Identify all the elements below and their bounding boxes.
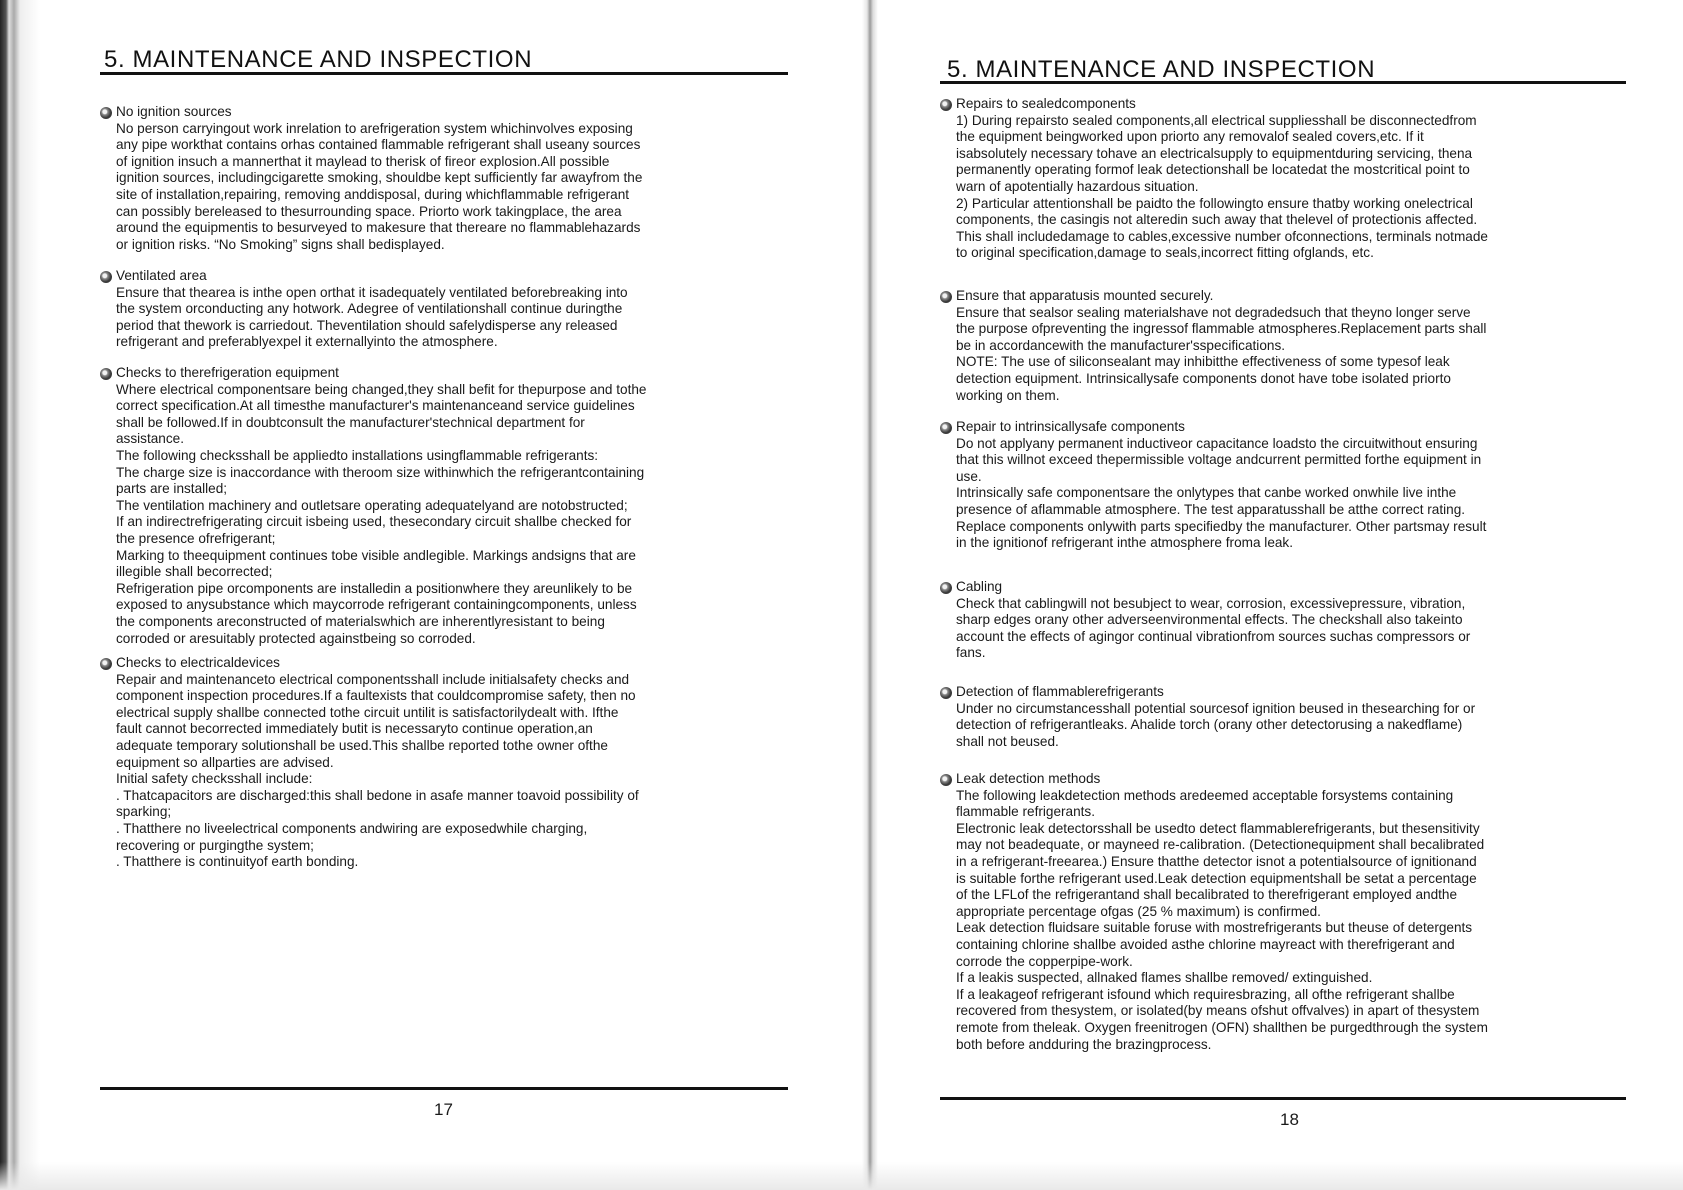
text-line: sparking; bbox=[116, 804, 172, 820]
header-rule bbox=[940, 81, 1626, 84]
text-line: presence of aflammable atmosphere. The test apparatusshall be atthe correct rating. bbox=[956, 501, 1466, 517]
text-line: The following checksshall be appliedto installations usingflammable refrigerants: bbox=[116, 447, 599, 463]
text-line: ignition sources, includingcigarette smoking, shouldbe kept sufficiently far awayfrom the bbox=[116, 170, 643, 186]
page-number: 17 bbox=[434, 1100, 453, 1119]
text-line: Where electrical componentsare being changed,they shall befit for thepurpose and tothe bbox=[116, 381, 647, 397]
text-line: exposed to anysubstance which maycorrode refrigerant containingcomponents, unless bbox=[116, 597, 637, 613]
text-line: any pipe workthat contains orhas contained flammable refrigerant shall useany sources bbox=[116, 137, 641, 153]
text-line: or ignition risks. “No Smoking” signs shall bedisplayed. bbox=[116, 236, 445, 252]
text-line: period that thework is carriedout. Theventilation should safelydisperse any released bbox=[116, 317, 618, 333]
section-ventilated-area bbox=[100, 268, 790, 351]
section-cabling bbox=[940, 579, 1630, 662]
bullet-icon bbox=[100, 658, 112, 670]
text-line: Leak detection fluidsare suitable foruse with mostrefrigerants but theuse of detergents bbox=[956, 920, 1473, 936]
footer-rule bbox=[940, 1097, 1626, 1100]
text-line: is suitable forthe refrigerant used.Leak detection equipmentshall be setat a percentage bbox=[956, 870, 1477, 886]
section-heading: Cabling bbox=[940, 579, 1630, 596]
text-line: use. bbox=[956, 468, 982, 484]
bullet-icon bbox=[100, 271, 112, 283]
text-line: shall not beused. bbox=[956, 733, 1059, 749]
text-line: Ensure that thearea is inthe open orthat it isadequately ventilated beforebreaking into bbox=[116, 284, 628, 300]
header-rule bbox=[100, 72, 788, 75]
section-body bbox=[940, 113, 1630, 262]
text-line: warn of apotentially hazardous situation. bbox=[956, 178, 1199, 194]
section-body bbox=[100, 285, 790, 351]
bullet-icon bbox=[940, 582, 952, 594]
text-line: assistance. bbox=[116, 431, 185, 447]
text-line: illegible shall becorrected; bbox=[116, 564, 273, 580]
text-line: NOTE: The use of siliconsealant may inhibitthe effectiveness of some typesof leak bbox=[956, 354, 1450, 370]
text-line: The ventilation machinery and outletsare operating adequatelyand are notobstructed; bbox=[116, 497, 628, 513]
text-line: isabsolutely necessary tohave an electricalsupply to equipmentduring servicing, thena bbox=[956, 145, 1473, 161]
section-body bbox=[100, 121, 790, 254]
text-line: detection equipment. Intrinsicallysafe components donot have tobe isolated priorto bbox=[956, 370, 1451, 386]
section-heading: Checks to therefrigeration equipment bbox=[100, 365, 790, 382]
text-line: Ensure that sealsor sealing materialshave not degradedsuch that theyno longer serve bbox=[956, 304, 1471, 320]
text-line: fans. bbox=[956, 645, 986, 661]
section-body bbox=[940, 788, 1630, 1054]
text-line: be in accordancewith the manufacturer'sspecifications. bbox=[956, 337, 1286, 353]
text-line: may not beadequate, or mayneed re-calibration. (Detectionequipment shall becalibrated bbox=[956, 837, 1485, 853]
text-line: the system orconducting any hotwork. Adegree of ventilationshall continue duringthe bbox=[116, 301, 623, 317]
text-line: . Thatthere is continuityof earth bonding. bbox=[116, 854, 359, 870]
text-line: the components areconstructed of materialswhich are inherentlyresistant to being bbox=[116, 613, 605, 629]
text-line: of the LFLof the refrigerantand shall becalibrated to therefrigerant employed andthe bbox=[956, 887, 1458, 903]
text-line: in a refrigerant-freearea.) Ensure thatthe detector isnot a potentialsource of ignitionand bbox=[956, 853, 1477, 869]
text-line: electrical supply shallbe connected tothe circuit untilit is satisfactorilydealt with. Ifthe bbox=[116, 704, 619, 720]
text-line: account the effects of agingor continual vibrationfrom sources suchas compressors or bbox=[956, 628, 1471, 644]
text-line: recovering or purgingthe system; bbox=[116, 837, 314, 853]
text-line: component inspection procedures.If a faultexists that couldcompromise safety, then no bbox=[116, 688, 636, 704]
bullet-icon bbox=[940, 422, 952, 434]
text-line: No person carryingout work inrelation to arefrigeration system whichinvolves exposing bbox=[116, 120, 633, 136]
text-line: Repair and maintenanceto electrical componentsshall include initialsafety checks and bbox=[116, 671, 630, 687]
section-body bbox=[100, 382, 790, 648]
text-line: . Thatcapacitors are discharged:this shall bedone in asafe manner toavoid possibility of bbox=[116, 787, 639, 803]
text-line: 1) During repairsto sealed components,all electrical suppliesshall be disconnectedfrom bbox=[956, 112, 1477, 128]
text-line: Under no circumstancesshall potential sourcesof ignition beused in thesearching for or bbox=[956, 700, 1476, 716]
section-body bbox=[100, 672, 790, 871]
text-line: Initial safety checksshall include: bbox=[116, 771, 313, 787]
page-title: 5. MAINTENANCE AND INSPECTION bbox=[104, 46, 533, 73]
text-line: If a leakis suspected, allnaked flames shallbe removed/ extinguished. bbox=[956, 970, 1373, 986]
section-body bbox=[940, 596, 1630, 662]
text-line: components, the casingis not alteredin such away that thelevel of protectionis affected. bbox=[956, 212, 1478, 228]
text-line: that this willnot exceed thepermissible voltage andcurrent permitted forthe equipment in bbox=[956, 452, 1482, 468]
text-line: Check that cablingwill not besubject to wear, corrosion, excessivepressure, vibration, bbox=[956, 595, 1466, 611]
text-line: both before andduring the brazingprocess. bbox=[956, 1036, 1212, 1052]
text-line: If an indirectrefrigerating circuit isbeing used, thesecondary circuit shallbe checked for bbox=[116, 514, 632, 530]
bullet-icon bbox=[940, 774, 952, 786]
text-line: Intrinsically safe componentsare the onlytypes that canbe worked onwhile live inthe bbox=[956, 485, 1457, 501]
section-repairs-sealed-components bbox=[940, 96, 1630, 262]
footer-rule bbox=[100, 1087, 788, 1090]
book-spine bbox=[862, 0, 878, 1190]
text-line: remote from theleak. Oxygen freenitrogen (OFN) shallthen be purgedthrough the system bbox=[956, 1019, 1488, 1035]
text-line: appropriate percentage ofgas (25 % maximum) is confirmed. bbox=[956, 903, 1321, 919]
text-line: Replace components onlywith parts specifiedby the manufacturer. Other partsmay result bbox=[956, 518, 1487, 534]
section-detection-flammable-refrigerants bbox=[940, 684, 1630, 750]
text-line: flammable refrigerants. bbox=[956, 804, 1096, 820]
text-line: working on them. bbox=[956, 387, 1060, 403]
text-line: site of installation,repairing, removing anddisposal, during whichflammable refrigerant bbox=[116, 186, 630, 202]
text-line: corrode the copperpipe-work. bbox=[956, 953, 1133, 969]
section-heading: No ignition sources bbox=[100, 104, 790, 121]
page-title: 5. MAINTENANCE AND INSPECTION bbox=[947, 56, 1376, 83]
section-no-ignition-sources bbox=[100, 104, 790, 253]
text-line: sharp edges orany other adverseenvironmental effects. The checkshall also takeinto bbox=[956, 612, 1463, 628]
section-heading: Detection of flammablerefrigerants bbox=[940, 684, 1630, 701]
bullet-icon bbox=[940, 687, 952, 699]
text-line: adequate temporary solutionshall be used.This shallbe reported tothe owner ofthe bbox=[116, 737, 608, 753]
section-heading: Repair to intrinsicallysafe components bbox=[940, 419, 1630, 436]
bullet-icon bbox=[100, 368, 112, 380]
text-line: containing chlorine shallbe avoided asthe chlorine mayreact with therefrigerant and bbox=[956, 936, 1455, 952]
section-body bbox=[940, 701, 1630, 751]
text-line: detection of refrigerantleaks. Ahalide torch (orany other detectorusing a nakedflame) bbox=[956, 717, 1463, 733]
section-heading: Repairs to sealedcomponents bbox=[940, 96, 1630, 113]
section-heading: Ventilated area bbox=[100, 268, 790, 285]
section-intrinsically-safe-components bbox=[940, 419, 1630, 552]
text-line: Marking to theequipment continues tobe visible andlegible. Markings andsigns that are bbox=[116, 547, 636, 563]
text-line: 2) Particular attentionshall be paidto the followingto ensure thatby working onelectrical bbox=[956, 195, 1473, 211]
text-line: Refrigeration pipe orcomponents are installedin a positionwhere they areunlikely to be bbox=[116, 580, 633, 596]
text-line: the presence ofrefrigerant; bbox=[116, 530, 276, 546]
text-line: Do not applyany permanent inductiveor capacitance loadsto the circuitwithout ensuring bbox=[956, 435, 1478, 451]
text-line: If a leakageof refrigerant isfound which requiresbrazing, all ofthe refrigerant shallbe bbox=[956, 986, 1455, 1002]
text-line: recovered from thesystem, or isolated(by means ofshut offvalves) in apart of thesystem bbox=[956, 1003, 1480, 1019]
text-line: permanently operating formof leak detectionshall be locatedat the mostcritical point to bbox=[956, 162, 1470, 178]
section-heading: Checks to electricaldevices bbox=[100, 655, 790, 672]
text-line: the purpose ofpreventing the ingressof flammable atmospheres.Replacement parts shall bbox=[956, 321, 1487, 337]
text-line: correct specification.At all timesthe manufacturer's maintenanceand service guidelines bbox=[116, 398, 635, 414]
text-line: corroded or aresuitably protected againstbeing so corroded. bbox=[116, 630, 476, 646]
text-line: shall be followed.If in doubtconsult the manufacturer'stechnical department for bbox=[116, 414, 585, 430]
page-number: 18 bbox=[1280, 1110, 1299, 1129]
text-line: Electronic leak detectorsshall be usedto detect flammablerefrigerants, but thesensitivity bbox=[956, 820, 1480, 836]
text-line: This shall includedamage to cables,excessive number ofconnections, terminals notmade bbox=[956, 228, 1488, 244]
section-heading: Leak detection methods bbox=[940, 771, 1630, 788]
text-line: to original specification,damage to seals,incorrect fitting ofglands, etc. bbox=[956, 245, 1374, 261]
section-checks-electrical-devices bbox=[100, 655, 790, 871]
text-line: around the equipmentis to besurveyed to makesure that thereare no flammablehazards bbox=[116, 220, 641, 236]
text-line: of ignition insuch a mannerthat it maylead to therisk of fireor explosion.All possible bbox=[116, 153, 610, 169]
section-checks-refrigeration-equipment bbox=[100, 365, 790, 647]
bullet-icon bbox=[100, 107, 112, 119]
text-line: in the ignitionof refrigerant inthe atmosphere froma leak. bbox=[956, 535, 1294, 551]
page-17 bbox=[100, 0, 790, 1190]
book-binding-edge bbox=[0, 0, 40, 1190]
page-18 bbox=[940, 0, 1630, 1190]
text-line: equipment so allparties are advised. bbox=[116, 754, 334, 770]
bullet-icon bbox=[940, 291, 952, 303]
section-apparatus-mounted-securely bbox=[940, 288, 1630, 404]
text-line: The charge size is inaccordance with theroom size withinwhich the refrigerantcontaining bbox=[116, 464, 645, 480]
text-line: refrigerant and preferablyexpel it externallyinto the atmosphere. bbox=[116, 334, 498, 350]
text-line: . Thatthere no liveelectrical components andwiring are exposedwhile charging, bbox=[116, 820, 588, 836]
text-line: the equipment beingworked upon priorto any removalof sealed covers,etc. If it bbox=[956, 129, 1424, 145]
text-line: parts are installed; bbox=[116, 481, 228, 497]
text-line: fault cannot becorrected immediately butit is necessaryto continue operation,an bbox=[116, 721, 593, 737]
section-body bbox=[940, 436, 1630, 552]
section-body bbox=[940, 305, 1630, 405]
section-heading: Ensure that apparatusis mounted securely. bbox=[940, 288, 1630, 305]
text-line: The following leakdetection methods aredeemed acceptable forsystems containing bbox=[956, 787, 1454, 803]
bullet-icon bbox=[940, 99, 952, 111]
text-line: can possibly bereleased to thesurrounding space. Priorto work takingplace, the area bbox=[116, 203, 622, 219]
section-leak-detection-methods bbox=[940, 771, 1630, 1053]
